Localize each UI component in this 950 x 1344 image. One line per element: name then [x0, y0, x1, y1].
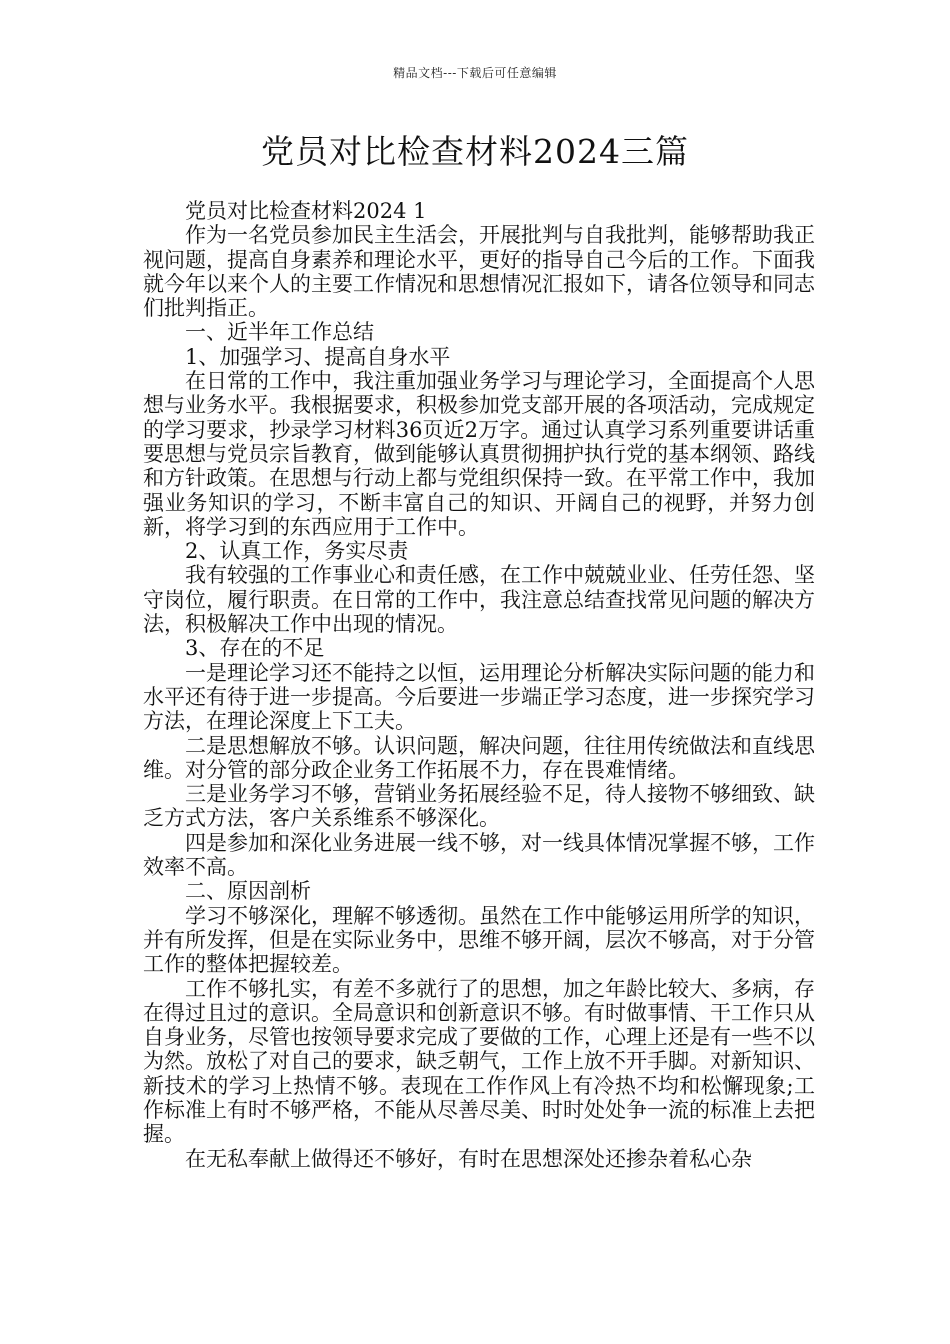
- body-paragraph: 工作不够扎实，有差不多就行了的思想，加之年龄比较大、多病，存在得过且过的意识。全局意识和创新意识不够。有时做事情、干工作只从自身业务，尽管也按领导要求完成了要做的工作，心理上还是有一些不以为然。放松了对自己的要求，缺乏朝气，工作上放不开手脚。对新知识、新技术的学习上热情不够。表现在工作作风上有冷热不均和松懈现象;工作标准上有时不够严格，不能从尽善尽美、时时处处争一流的标准上去把握。: [143, 976, 815, 1147]
- subsection-heading: 3、存在的不足: [185, 636, 325, 661]
- subsection-heading: 2、认真工作，务实尽责: [185, 539, 409, 564]
- body-paragraph: 学习不够深化，理解不够透彻。虽然在工作中能够运用所学的知识，并有所发挥，但是在实际业务中，思维不够开阔，层次不够高，对于分管工作的整体把握较差。: [143, 903, 815, 977]
- body-paragraph: 三是业务学习不够，营销业务拓展经验不足，待人接物不够细致、缺乏方式方法，客户关系维系不够深化。: [143, 782, 815, 831]
- body-paragraph: 在无私奉献上做得还不够好，有时在思想深处还掺杂着私心杂: [185, 1146, 752, 1171]
- document-title: 党员对比检查材料2024三篇: [261, 132, 689, 171]
- body-paragraph: 党员对比检查材料2024 1: [185, 199, 427, 223]
- header-note: 精品文档---下载后可任意编辑: [393, 66, 557, 80]
- body-paragraph: 二是思想解放不够。认识问题，解决问题，往往用传统做法和直线思维。对分管的部分政企业务工作拓展不力，存在畏难情绪。: [143, 733, 815, 782]
- body-paragraph: 在日常的工作中，我注重加强业务学习与理论学习，全面提高个人思想与业务水平。我根据要求，积极参加党支部开展的各项活动，完成规定的学习要求，抄录学习材料36页近2万字。通过认真学习系列重要讲话重要思想与党员宗旨教育，做到能够认真贯彻拥护执行党的基本纲领、路线和方针政策。在思想与行动上都与党组织保持一致。在平常工作中，我加强业务知识的学习，不断丰富自己的知识、开阔自己的视野，并努力创新，将学习到的东西应用于工作中。: [143, 369, 815, 539]
- section-heading: 一、近半年工作总结: [185, 320, 374, 345]
- body-paragraph: 四是参加和深化业务进展一线不够，对一线具体情况掌握不够，工作效率不高。: [143, 830, 815, 880]
- document-body: [143, 199, 815, 1171]
- body-paragraph: 我有较强的工作事业心和责任感，在工作中兢兢业业、任劳任怨、坚守岗位，履行职责。在日常的工作中，我注意总结查找常见问题的解决方法，积极解决工作中出现的情况。: [143, 563, 815, 637]
- body-paragraph: 作为一名党员参加民主生活会，开展批判与自我批判，能够帮助我正视问题，提高自身素养和理论水平，更好的指导自己今后的工作。下面我就今年以来个人的主要工作情况和思想情况汇报如下，请各位领导和同志们批判指正。: [143, 223, 815, 321]
- body-paragraph: 一是理论学习还不能持之以恒，运用理论分析解决实际问题的能力和水平还有待于进一步提高。今后要进一步端正学习态度，进一步探究学习方法，在理论深度上下工夫。: [143, 660, 815, 734]
- section-heading: 二、原因剖析: [185, 879, 311, 904]
- subsection-heading: 1、加强学习、提高自身水平: [185, 344, 451, 369]
